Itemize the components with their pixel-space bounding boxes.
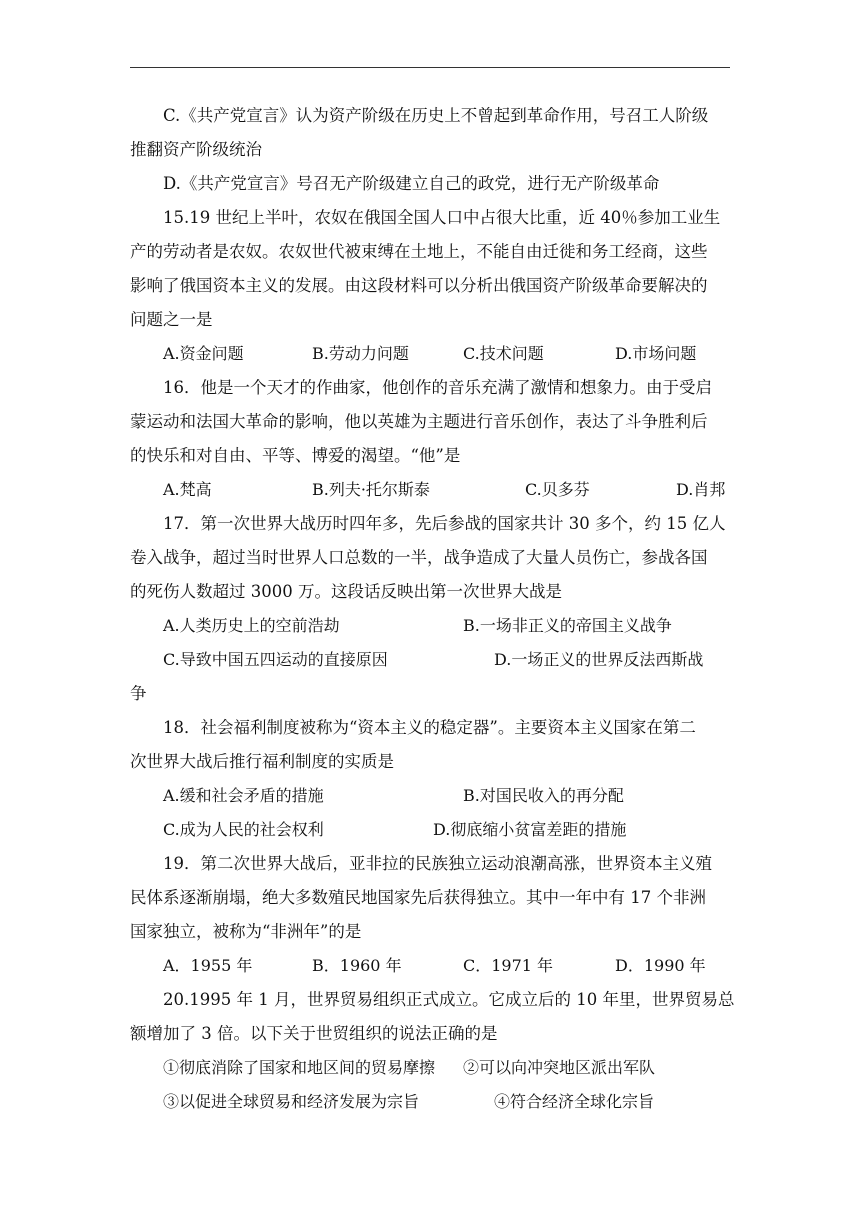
q19-option-d: D．1990 年 <box>615 956 706 975</box>
q17-stem-line1: 17．第一次世界大战历时四年多，先后参战的国家共计 30 多个，约 15 亿人 <box>163 514 726 533</box>
q20-stem-line1: 20.1995 年 1 月，世界贸易组织正式成立。它成立后的 10 年里，世界贸易总 <box>163 990 735 1009</box>
q15-option-c: C.技术问题 <box>463 344 544 363</box>
q20-statement-3: ③以促进全球贸易和经济发展为宗旨 <box>163 1092 420 1111</box>
q19-stem-line3: 国家独立，被称为“非洲年”的是 <box>130 922 362 941</box>
q18-stem-line1: 18．社会福利制度被称为“资本主义的稳定器”。主要资本主义国家在第二 <box>163 718 696 737</box>
q15-stem-line1: 15.19 世纪上半叶，农奴在俄国全国人口中占很大比重，近 40％参加工业生 <box>163 208 721 227</box>
q16-option-c: C.贝多芬 <box>525 480 590 499</box>
q14-option-c-line1: C.《共产党宣言》认为资产阶级在历史上不曾起到革命作用，号召工人阶级 <box>163 106 709 125</box>
q15-option-d: D.市场问题 <box>615 344 697 363</box>
q17-option-b: B.一场非正义的帝国主义战争 <box>463 616 672 635</box>
q16-stem-line3: 的快乐和对自由、平等、博爱的渴望。“他”是 <box>130 446 461 465</box>
q19-stem-line1: 19．第二次世界大战后，亚非拉的民族独立运动浪潮高涨，世界资本主义殖 <box>163 854 712 873</box>
q19-option-a: A．1955 年 <box>163 956 253 975</box>
q19-option-c: C．1971 年 <box>463 956 554 975</box>
q16-option-a: A.梵高 <box>163 480 212 499</box>
q15-stem-line3: 影响了俄国资本主义的发展。由这段材料可以分析出俄国资产阶级革命要解决的 <box>130 276 708 295</box>
q14-option-c-line2: 推翻资产阶级统治 <box>130 140 262 159</box>
q18-stem-line2: 次世界大战后推行福利制度的实质是 <box>130 752 394 771</box>
header-rule <box>130 67 730 68</box>
q19-stem-line2: 民体系逐渐崩塌，绝大多数殖民地国家先后获得独立。其中一年中有 17 个非洲 <box>130 888 706 907</box>
q15-stem-line2: 产的劳动者是农奴。农奴世代被束缚在土地上，不能自由迁徙和务工经商，这些 <box>130 242 708 261</box>
q16-option-d: D.肖邦 <box>676 480 726 499</box>
q20-stem-line2: 额增加了 3 倍。以下关于世贸组织的说法正确的是 <box>130 1024 498 1043</box>
q20-statement-1: ①彻底消除了国家和地区间的贸易摩擦 <box>163 1058 436 1077</box>
q15-option-a: A.资金问题 <box>163 344 244 363</box>
q18-option-a: A.缓和社会矛盾的措施 <box>163 786 324 805</box>
q19-option-b: B．1960 年 <box>312 956 402 975</box>
q17-option-a: A.人类历史上的空前浩劫 <box>163 616 340 635</box>
q18-option-b: B.对国民收入的再分配 <box>463 786 624 805</box>
q16-option-b: B.列夫·托尔斯泰 <box>312 480 430 499</box>
q20-statement-4: ④符合经济全球化宗旨 <box>494 1092 655 1111</box>
q17-option-d-wrap: 争 <box>130 684 147 703</box>
q17-option-d: D.一场正义的世界反法西斯战 <box>494 650 704 669</box>
q18-option-d: D.彻底缩小贫富差距的措施 <box>433 820 627 839</box>
q18-option-c: C.成为人民的社会权利 <box>163 820 324 839</box>
q17-stem-line3: 的死伤人数超过 3000 万。这段话反映出第一次世界大战是 <box>130 582 562 601</box>
q15-option-b: B.劳动力问题 <box>312 344 409 363</box>
q16-stem-line1: 16．他是一个天才的作曲家，他创作的音乐充满了激情和想象力。由于受启 <box>163 378 712 397</box>
q15-stem-line4: 问题之一是 <box>130 310 213 329</box>
q20-statement-2: ②可以向冲突地区派出军队 <box>463 1058 656 1077</box>
q17-stem-line2: 卷入战争，超过当时世界人口总数的一半，战争造成了大量人员伤亡，参战各国 <box>130 548 708 567</box>
q14-option-d: D.《共产党宣言》号召无产阶级建立自己的政党，进行无产阶级革命 <box>163 174 660 193</box>
q16-stem-line2: 蒙运动和法国大革命的影响，他以英雄为主题进行音乐创作，表达了斗争胜利后 <box>130 412 708 431</box>
q17-option-c: C.导致中国五四运动的直接原因 <box>163 650 388 669</box>
